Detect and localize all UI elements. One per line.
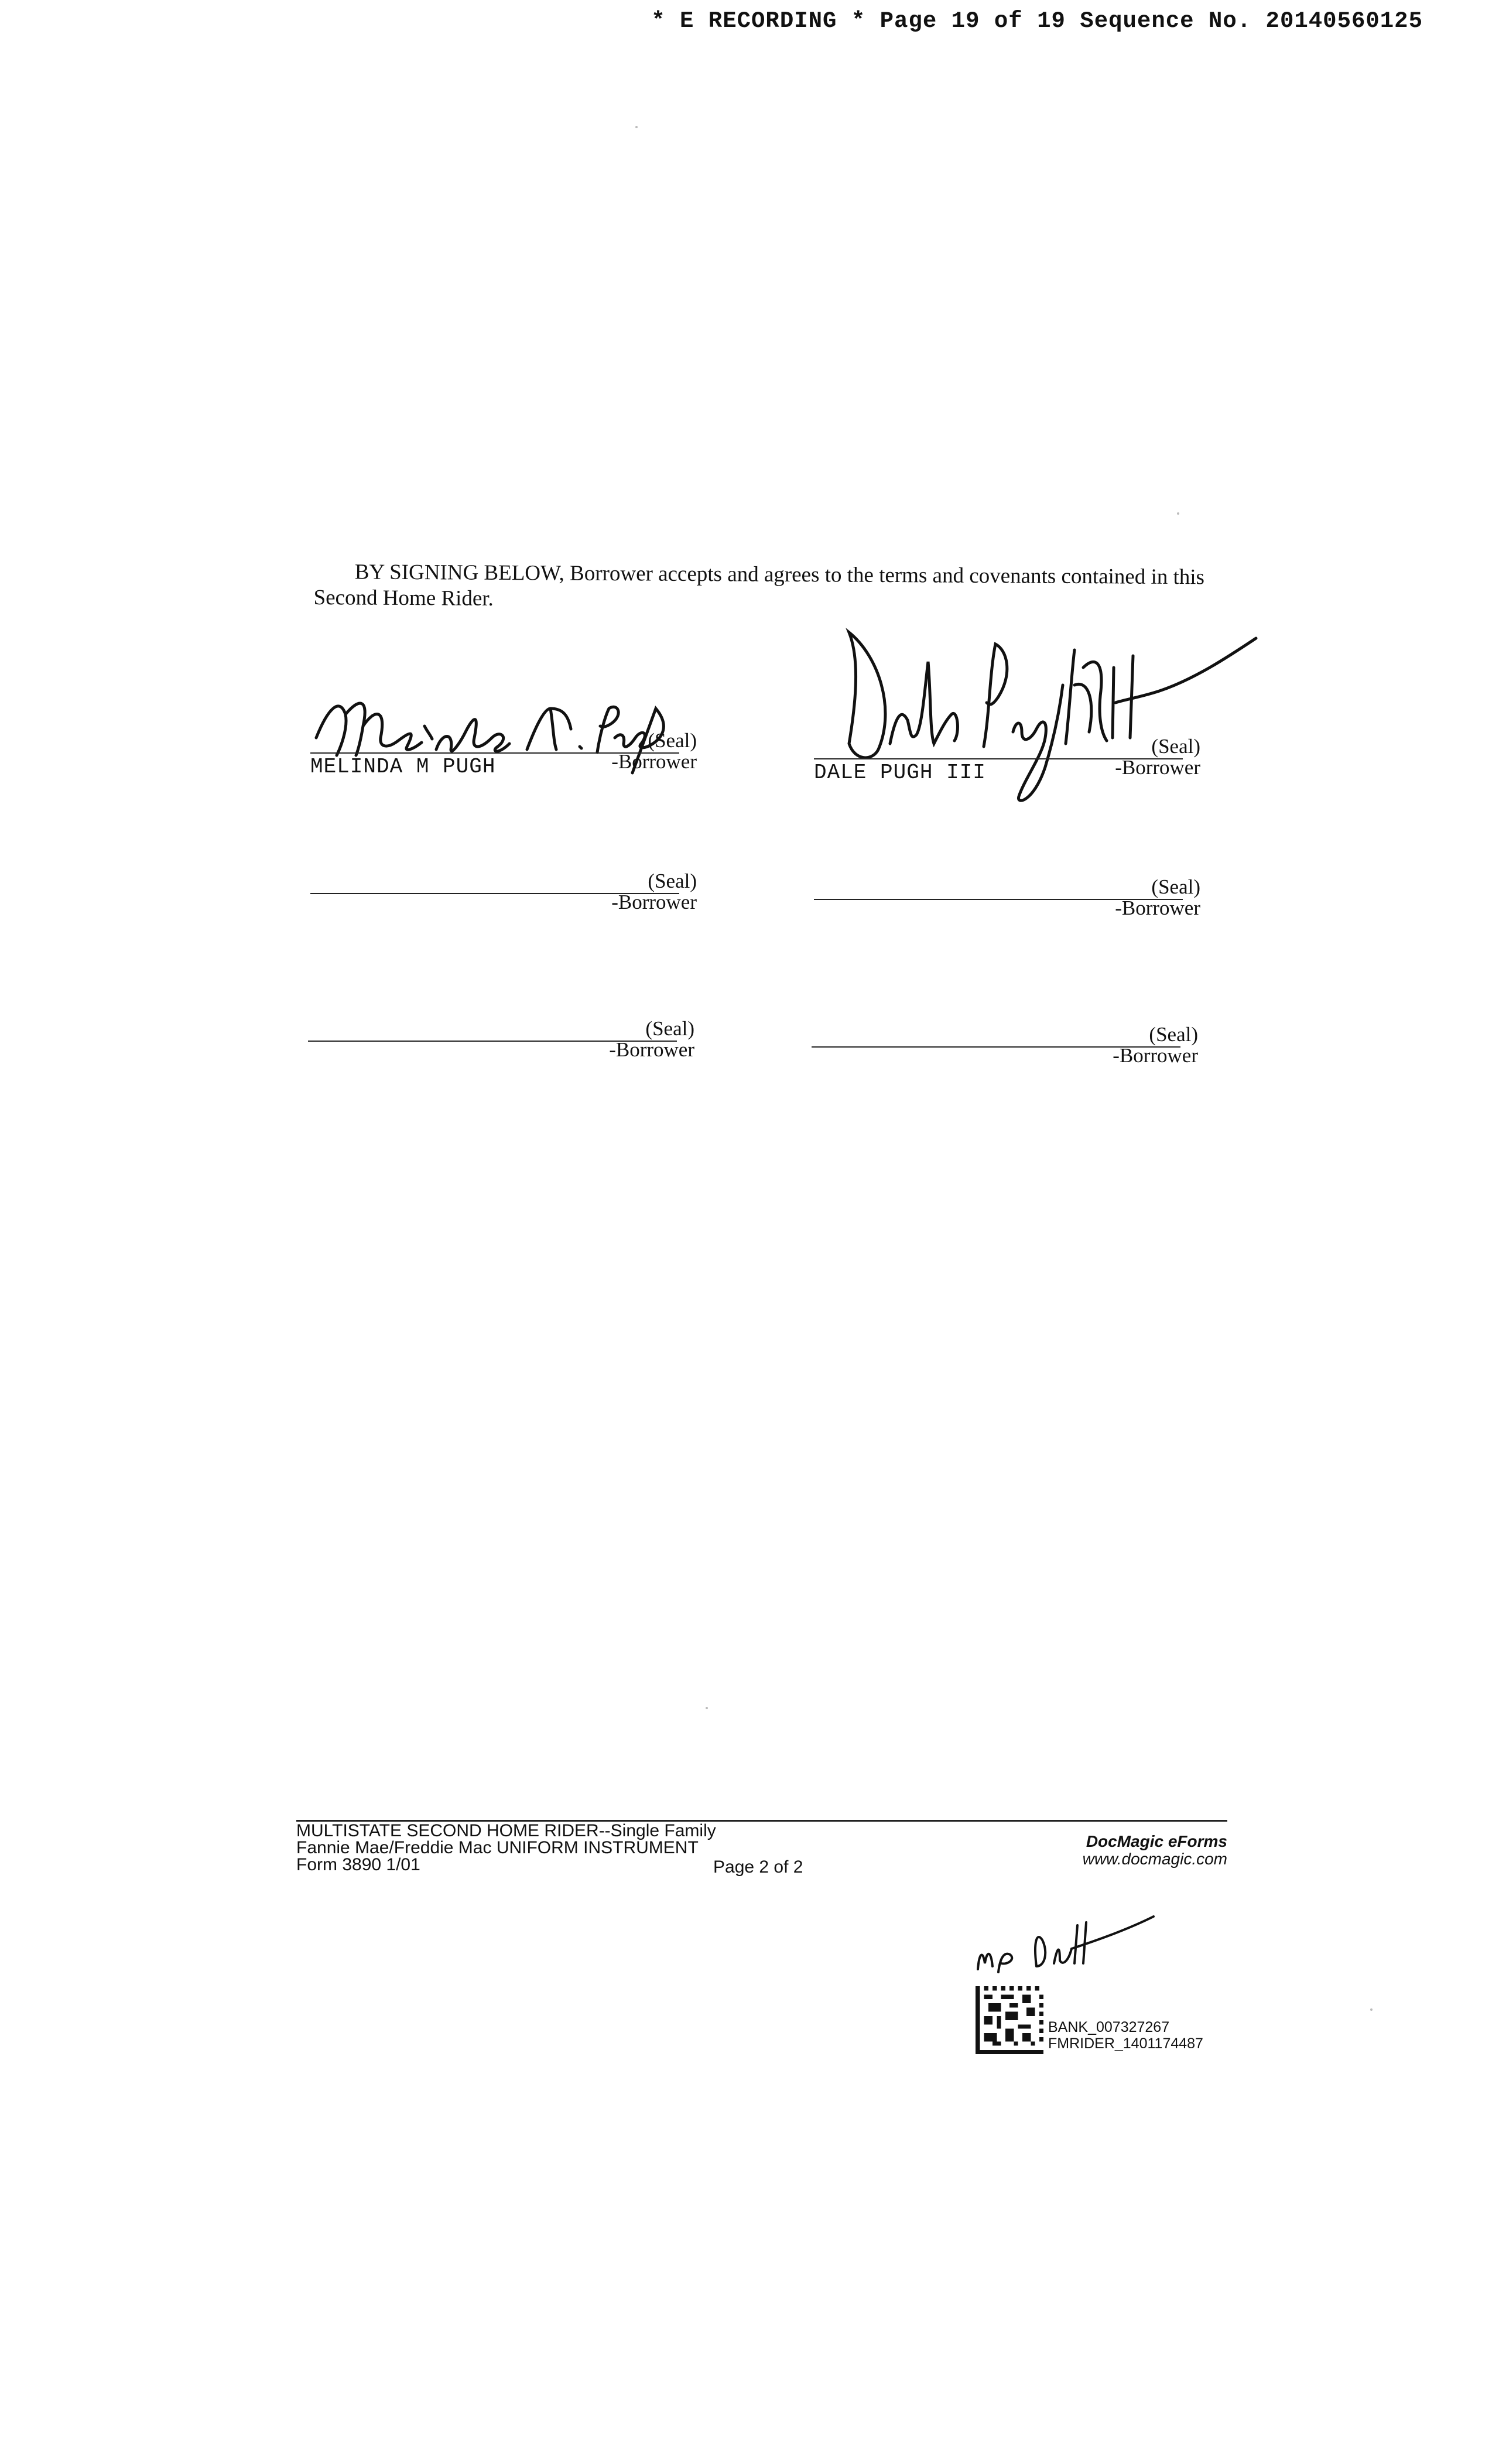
barcode-bank-id: BANK_007327267 xyxy=(1048,2019,1170,2035)
role-label: -Borrower xyxy=(611,891,697,913)
signature-block-5 xyxy=(308,1017,694,1082)
agreement-paragraph xyxy=(313,559,1251,617)
seal-label: (Seal) xyxy=(1151,875,1200,898)
seal-label: (Seal) xyxy=(645,1017,694,1040)
form-number: Form 3890 1/01 xyxy=(296,1855,420,1874)
barcode-image xyxy=(976,1986,1043,2054)
brand-url: www.docmagic.com xyxy=(1082,1850,1227,1868)
barcode-rider-id: FMRIDER_1401174487 xyxy=(1048,2035,1203,2052)
agreement-line-1: BY SIGNING BELOW, Borrower accepts and agrees to the terms and covenants contained in this xyxy=(354,560,1205,590)
signature-block-6 xyxy=(812,1023,1198,1087)
form-identification xyxy=(296,1822,716,1873)
signature-block-2 xyxy=(814,735,1200,799)
form-instrument: Fannie Mae/Freddie Mac UNIFORM INSTRUMENT xyxy=(296,1838,699,1857)
role-label: -Borrower xyxy=(1115,756,1200,779)
docmagic-brand xyxy=(1083,1833,1227,1868)
signature-block-4 xyxy=(814,875,1200,940)
page-number: Page 2 of 2 xyxy=(713,1857,803,1877)
role-label: -Borrower xyxy=(1113,1044,1198,1067)
brand-name: DocMagic eForms xyxy=(1086,1832,1227,1850)
form-footer xyxy=(296,1820,1227,1884)
signer-name: MELINDA M PUGH xyxy=(310,755,496,779)
initials-signature xyxy=(972,1908,1159,1984)
signature-block-1 xyxy=(310,729,697,793)
scan-speck xyxy=(1177,512,1179,515)
role-label: -Borrower xyxy=(611,750,697,773)
seal-label: (Seal) xyxy=(1151,735,1200,758)
barcode-label xyxy=(1048,2019,1203,2052)
scan-speck xyxy=(1370,2008,1373,2011)
role-label: -Borrower xyxy=(609,1038,694,1061)
form-title: MULTISTATE SECOND HOME RIDER--Single Family xyxy=(296,1821,716,1840)
agreement-line-2: Second Home Rider. xyxy=(313,585,494,611)
scan-speck xyxy=(706,1707,708,1709)
recording-header: * E RECORDING * Page 19 of 19 Sequence No. 20140560125 xyxy=(651,8,1423,34)
role-label: -Borrower xyxy=(1115,896,1200,919)
seal-label: (Seal) xyxy=(1149,1023,1198,1046)
seal-label: (Seal) xyxy=(648,729,697,752)
seal-label: (Seal) xyxy=(648,870,697,892)
scan-speck xyxy=(635,126,638,128)
signature-block-3 xyxy=(310,870,697,934)
signer-name: DALE PUGH III xyxy=(814,761,986,785)
